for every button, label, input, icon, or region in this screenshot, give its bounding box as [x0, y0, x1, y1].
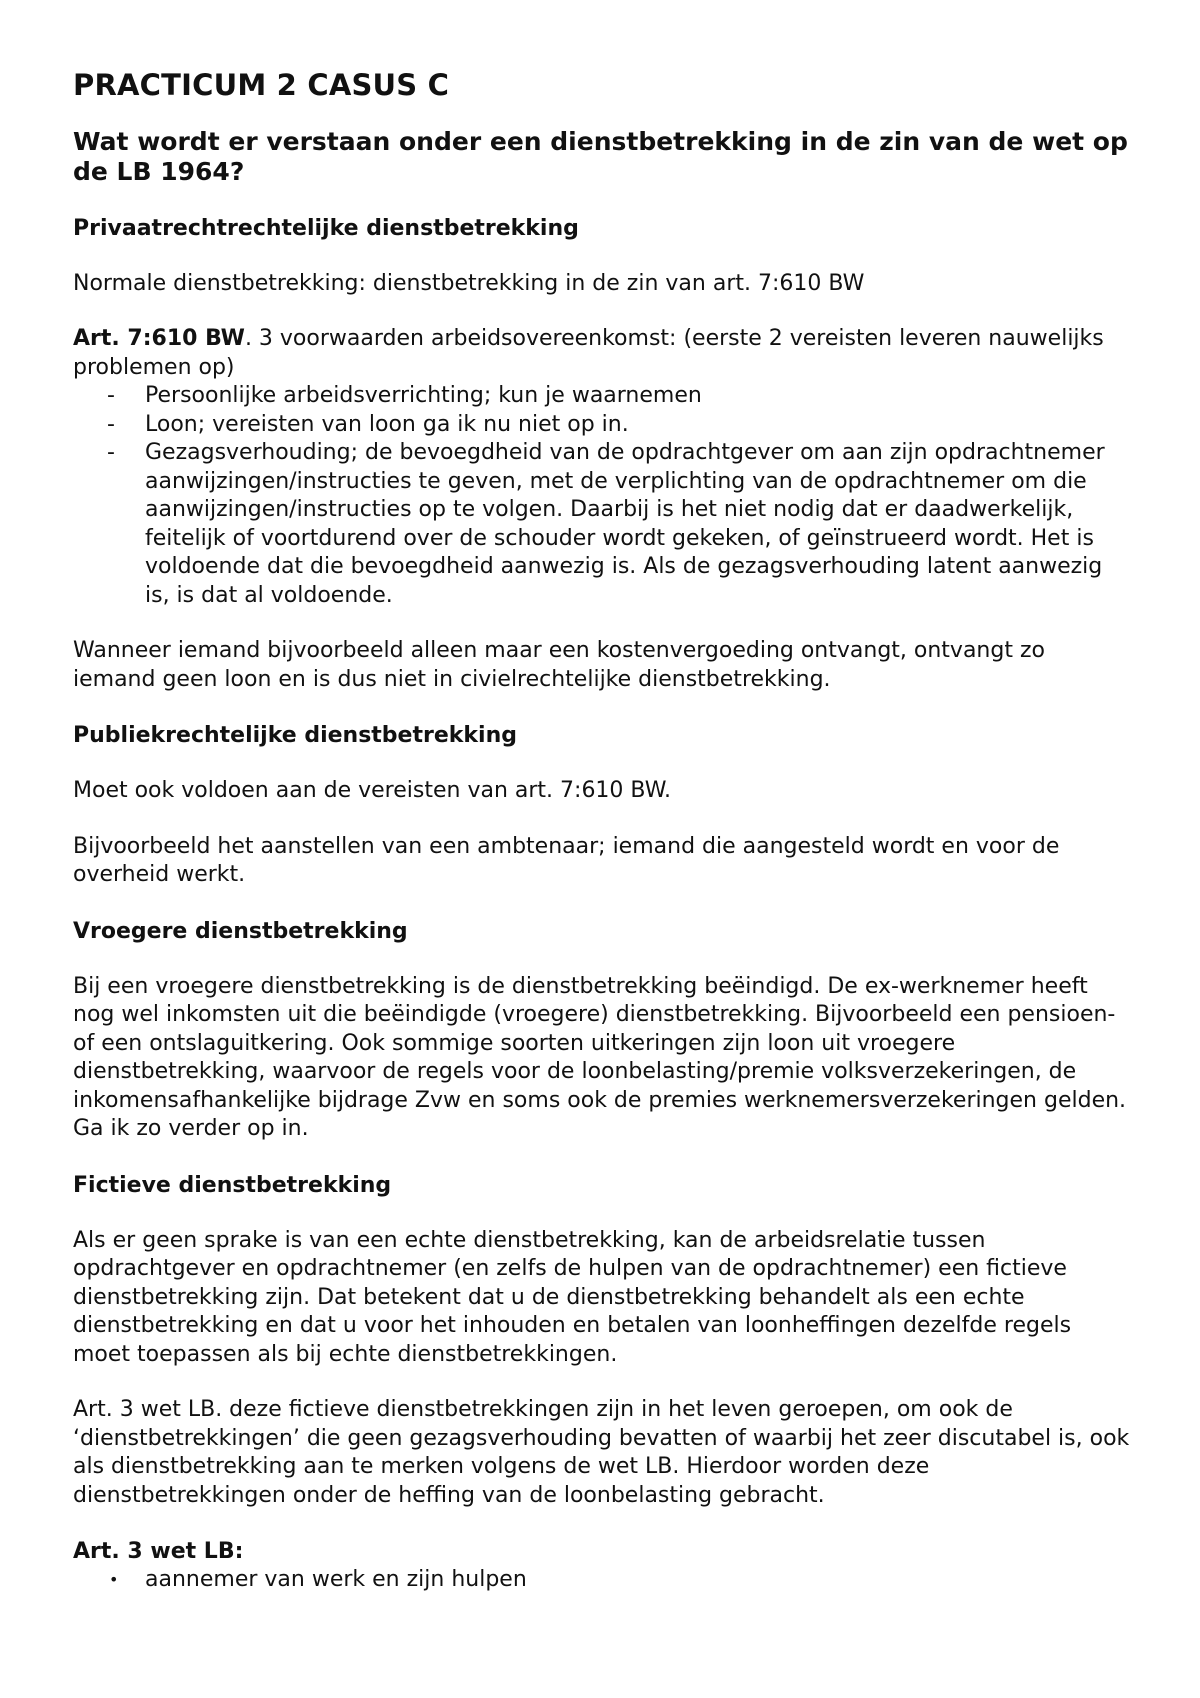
- section-heading-vroegere: Vroegere dienstbetrekking: [73, 918, 408, 944]
- list-item-text: Loon; vereisten van loon ga ik nu niet op in.: [145, 411, 629, 437]
- list-item: [73, 439, 1133, 610]
- document-title: PRACTICUM 2 CASUS C: [73, 68, 450, 102]
- section-heading-privaat: Privaatrechtrechtelijke dienstbetrekking: [73, 215, 579, 241]
- dash-marker: -: [107, 383, 115, 409]
- paragraph: Moet ook voldoen aan de vereisten van art. 7:610 BW.: [73, 778, 671, 804]
- paragraph: Normale dienstbetrekking: dienstbetrekking in de zin van art. 7:610 BW: [73, 270, 865, 296]
- bullet-marker: •: [109, 1570, 119, 1590]
- section-heading-fictieve: Fictieve dienstbetrekking: [73, 1172, 392, 1198]
- document-body: [73, 68, 1133, 1595]
- paragraph: Art. 3 wet LB. deze fictieve dienstbetrekkingen zijn in het leven geroepen, om ook de ‘dienstbetrekkingen’ die geen gezagsverhouding bevatten of waarbij het zeer discutabel is, ook als dienstbetrekking aan te merken volgens de wet LB. Hierdoor worden deze dienstbetrekkingen onder de heffing van de loonbelasting gebracht.: [73, 1397, 1130, 1508]
- paragraph: Als er geen sprake is van een echte dienstbetrekking, kan de arbeidsrelatie tussen opdrachtgever en opdrachtnemer (en zelfs de hulpen van de opdrachtnemer) een fictieve dienstbetrekking zijn. Dat betekent dat u de dienstbetrekking behandelt als een echte dienstbetrekking en dat u voor het inhouden en betalen van loonheffingen dezelfde regels moet toepassen als bij echte dienstbetrekkingen.: [73, 1227, 1072, 1367]
- paragraph: Wanneer iemand bijvoorbeeld alleen maar een kostenvergoeding ontvangt, ontvangt zo iemand geen loon en is dus niet in civielrechtelijke dienstbetrekking.: [73, 638, 1045, 692]
- requirements-list: [73, 382, 1133, 610]
- list-item-text: Gezagsverhouding; de bevoegdheid van de opdrachtgever om aan zijn opdrachtnemer aanwijzingen/instructies te geven, met de verplichting van de opdrachtnemer om die aanwijzingen/instructies op te volgen. Daarbij is het niet nodig dat er daadwerkelijk, feitelijk of voortdurend over de schouder wordt gekeken, of geïnstrueerd wordt. Het is voldoende dat die bevoegdheid aanwezig is. Als de gezagsverhouding latent aanwezig is, is dat al voldoende.: [145, 440, 1105, 608]
- art-3-list: [73, 1566, 1133, 1595]
- dash-marker: -: [107, 411, 115, 437]
- paragraph: Bijvoorbeeld het aanstellen van een ambtenaar; iemand die aangesteld wordt en voor de overheid werkt.: [73, 833, 1060, 888]
- section-heading-publiek: Publiekrechtelijke dienstbetrekking: [73, 723, 517, 749]
- paragraph-text: . 3 voorwaarden arbeidsovereenkomst: (eerste 2 vereisten leveren nauwelijks problemen op): [73, 326, 1104, 380]
- dash-marker: -: [107, 440, 115, 466]
- question-heading: Wat wordt er verstaan onder een dienstbetrekking in de zin van de wet op de LB 1964?: [73, 126, 1128, 186]
- bold-reference: Art. 7:610 BW: [73, 326, 245, 352]
- paragraph: Bij een vroegere dienstbetrekking is de dienstbetrekking beëindigd. De ex-werknemer heeft nog wel inkomsten uit die beëindigde (vroegere) dienstbetrekking. Bijvoorbeeld een pensioen- of een ontslaguitkering. Ook sommige soorten uitkeringen zijn loon uit vroegere dienstbetrekking, waarvoor de regels voor de loonbelasting/premie volksverzekeringen, de inkomensafhankelijke bijdrage Zvw en soms ook de premies werknemersverzekeringen gelden. Ga ik zo verder op in.: [73, 973, 1127, 1142]
- list-item: [73, 1566, 1133, 1595]
- list-item: [73, 382, 1133, 411]
- art-3-heading: Art. 3 wet LB:: [73, 1539, 244, 1565]
- list-item-text: aannemer van werk en zijn hulpen: [145, 1567, 527, 1593]
- list-item: [73, 411, 1133, 440]
- list-item-text: Persoonlijke arbeidsverrichting; kun je waarnemen: [145, 383, 702, 409]
- paragraph-art-7-610: [73, 325, 1133, 382]
